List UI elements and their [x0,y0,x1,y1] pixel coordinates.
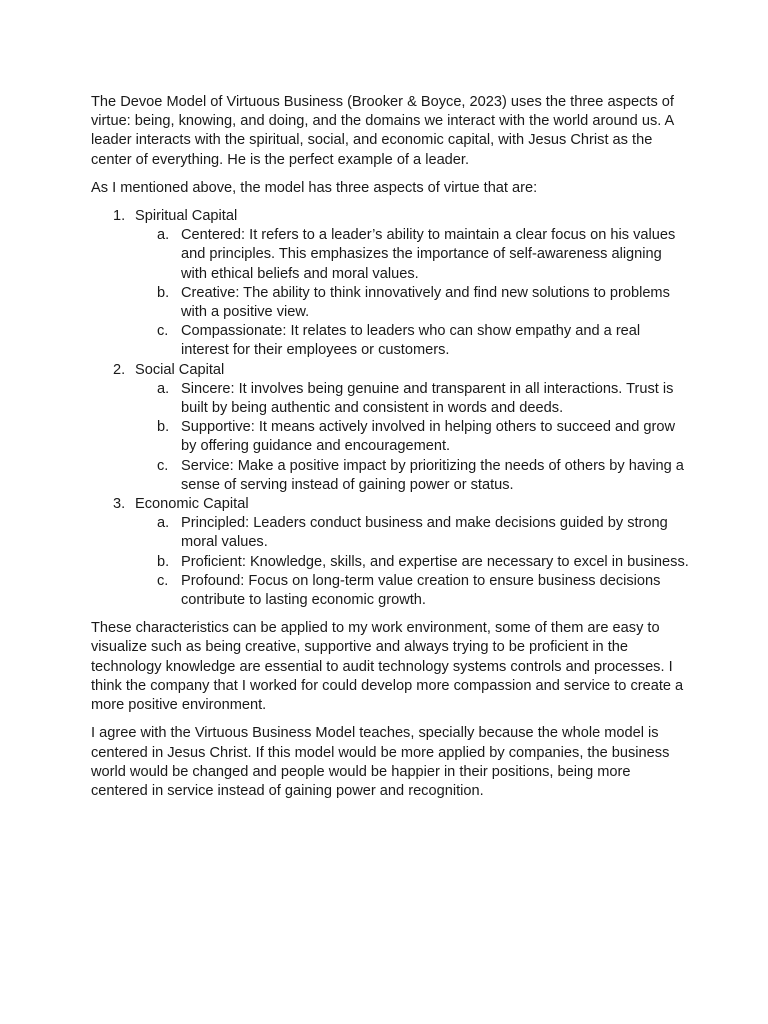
application-paragraph: These characteristics can be applied to my work environment, some of them are easy to visualize such as being creative, supportive and always trying to be proficient in the technology knowledge are essential to audit technology systems controls and processes. I think the company that I worked for could develop more compassion and service to create a more positive environment. [91,620,684,714]
aspect-spiritual-capital [91,207,691,361]
list-letter: b. [157,419,170,436]
virtue-aspects-list [91,207,691,610]
list-letter: c. [157,572,169,589]
list-item-text: Creative: The ability to think innovatively and find new solutions to problems with a positive view. [181,284,670,321]
list-letter: a. [157,380,170,397]
list-item-text: Profound: Focus on long-term value creation to ensure business decisions contribute to lasting economic growth. [181,572,661,609]
list-item-text: Centered: It refers to a leader’s ability to maintain a clear focus on his values and principles. This emphasizes the importance of self-awareness aligning with ethical beliefs and moral values. [181,227,676,282]
list-item [135,457,691,495]
list-item-text: Sincere: It involves being genuine and transparent in all interactions. Trust is built by being authentic and consistent in words and deeds. [181,380,674,417]
list-item-text: Compassionate: It relates to leaders who can show empathy and a real interest for their employees or customers. [181,323,641,359]
list-item-text: Service: Make a positive impact by prioritizing the needs of others by having a sense of serving instead of gaining power or status. [181,457,684,493]
document-body [91,93,691,810]
list-item [135,380,691,418]
list-letter: c. [157,457,169,474]
list-item-text: Proficient: Knowledge, skills, and expertise are necessary to excel in business. [181,553,689,570]
aspect-sublist [135,514,691,610]
list-item [135,322,691,360]
aspect-title: Economic Capital [135,496,249,513]
list-item-text: Supportive: It means actively involved in helping others to succeed and grow by offering guidance and encouragement. [181,419,676,455]
list-letter: b. [157,284,170,301]
aspect-sublist [135,226,691,360]
intro-paragraph: The Devoe Model of Virtuous Business (Brooker & Boyce, 2023) uses the three aspects of virtue: being, knowing, and doing, and the domains we interact with the world around us. A leader interacts with the spiritual, social, and economic capital, with Jesus Christ as the center of everything. He is the perfect example of a leader. [91,94,674,168]
list-letter: a. [157,227,170,244]
aspect-sublist [135,380,691,495]
aspect-social-capital [91,361,691,495]
list-number: 3. [113,496,126,513]
list-item [135,226,691,284]
list-item [135,553,691,572]
list-item [135,514,691,552]
list-number: 1. [113,208,126,225]
list-letter: c. [157,323,169,340]
list-letter: b. [157,553,170,570]
aspect-economic-capital [91,495,691,610]
aspect-title: Social Capital [135,361,225,378]
list-item [135,284,691,322]
list-number: 2. [113,361,126,378]
list-item [135,572,691,610]
conclusion-paragraph: I agree with the Virtuous Business Model teaches, specially because the whole model is centered in Jesus Christ. If this model would be more applied by companies, the business world would be changed and people would be happier in their positions, being more centered in service instead of gaining power and recognition. [91,725,670,799]
aspect-title: Spiritual Capital [135,208,238,225]
list-item-text: Principled: Leaders conduct business and make decisions guided by strong moral values. [181,515,668,551]
lead-in-paragraph: As I mentioned above, the model has three aspects of virtue that are: [91,179,538,196]
list-item [135,418,691,456]
list-letter: a. [157,515,170,532]
